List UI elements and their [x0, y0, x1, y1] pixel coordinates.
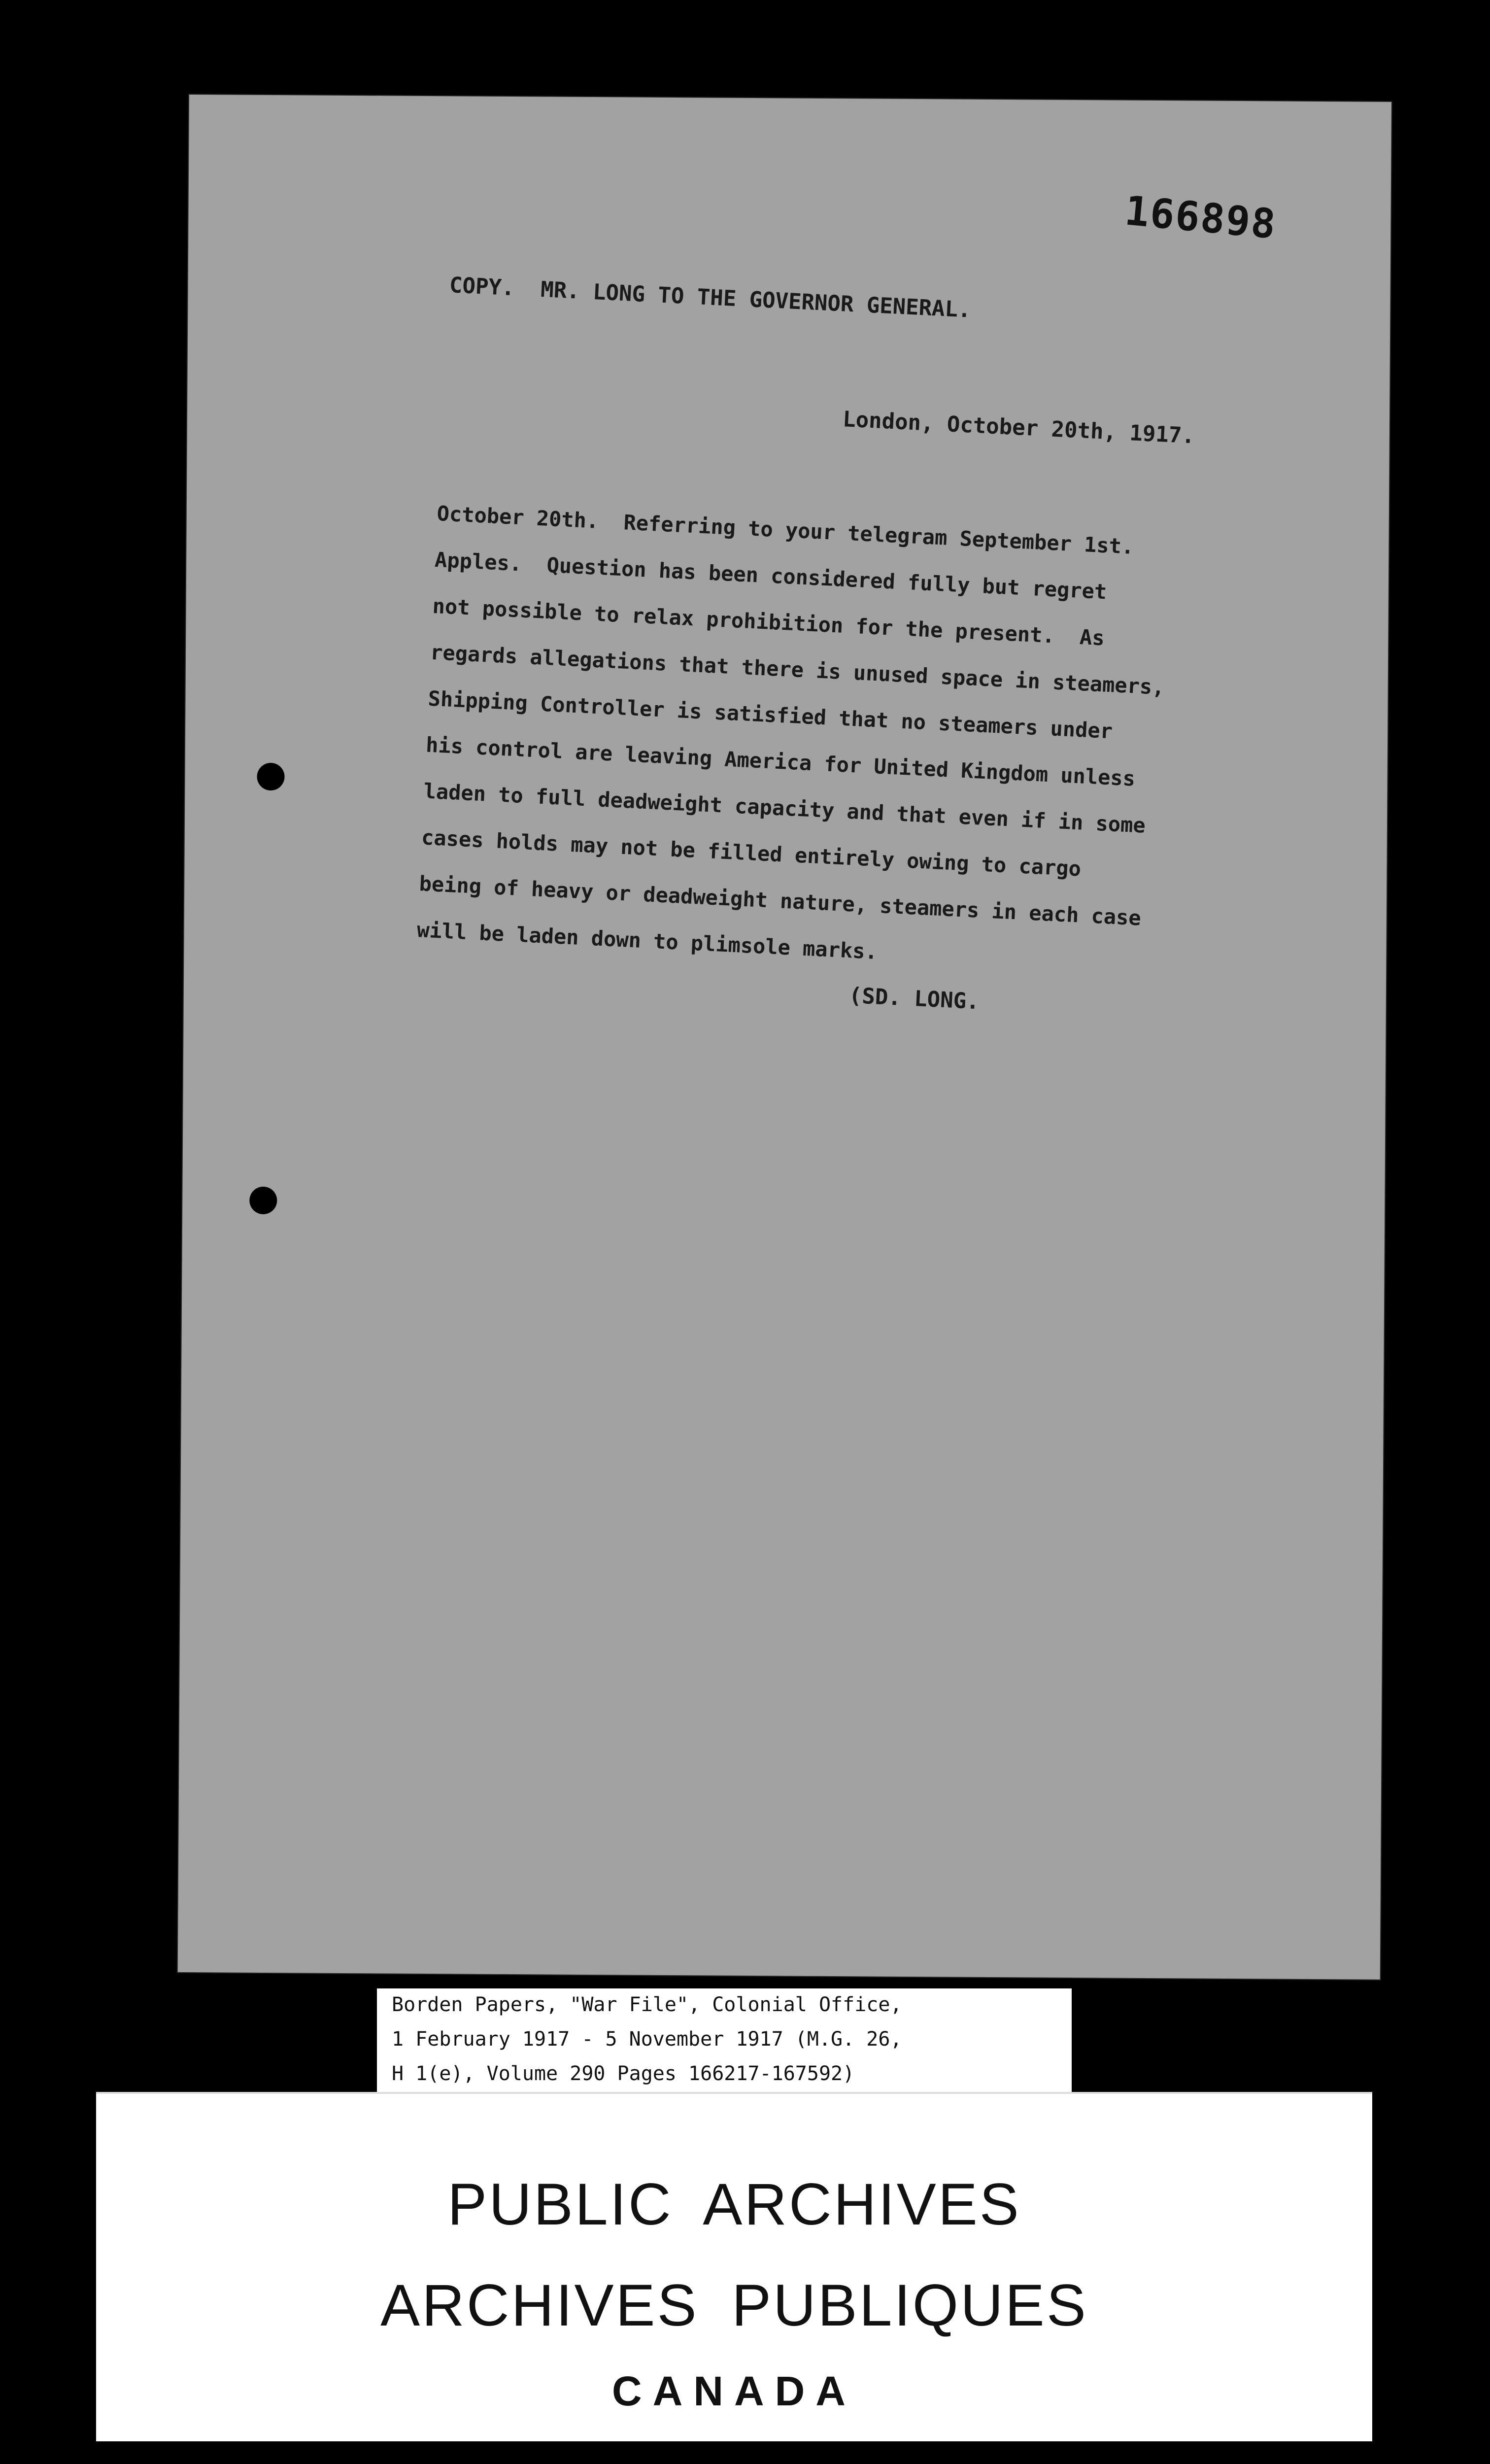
body-line: October 20th. Referring to your telegram September 1st.	[436, 501, 1135, 559]
document-page	[178, 95, 1391, 1980]
archives-stamp	[96, 2092, 1372, 2441]
signature: (SD. LONG.	[848, 983, 980, 1015]
body-line: laden to full deadweight capacity and that even if in some	[423, 779, 1146, 838]
archive-label-line: H 1(e), Volume 290 Pages 166217-167592)	[392, 2062, 855, 2085]
punch-hole	[249, 1187, 277, 1214]
body-line: regards allegations that there is unused space in steamers,	[430, 640, 1165, 700]
punch-hole	[257, 763, 284, 790]
stamp-line-country: CANADA	[612, 2368, 856, 2414]
body-line: cases holds may not be filled entirely owing to cargo	[421, 825, 1082, 881]
archive-label-line: 1 February 1917 - 5 November 1917 (M.G. 26,	[392, 2028, 902, 2051]
body-line: will be laden down to plimsole marks.	[416, 918, 878, 964]
archive-reference-label	[377, 1988, 1072, 2099]
body-line: Shipping Controller is satisfied that no steamers under	[427, 686, 1114, 744]
telegram-body	[416, 490, 1324, 995]
body-line: Apples. Question has been considered fully but regret	[434, 547, 1108, 604]
document-heading: COPY. MR. LONG TO THE GOVERNOR GENERAL.	[448, 273, 972, 323]
stamp-line-french: ARCHIVES PUBLIQUES	[380, 2272, 1088, 2338]
archive-label-line: Borden Papers, "War File", Colonial Office,	[392, 1993, 902, 2016]
folio-number: 166898	[1122, 187, 1279, 248]
stamp-line-english: PUBLIC ARCHIVES	[447, 2171, 1021, 2237]
body-line: being of heavy or deadweight nature, steamers in each case	[418, 871, 1142, 930]
dateline: London, October 20th, 1917.	[842, 407, 1195, 449]
body-line: his control are leaving America for United Kingdom unless	[425, 732, 1136, 791]
body-line: not possible to relax prohibition for the present. As	[432, 593, 1105, 650]
